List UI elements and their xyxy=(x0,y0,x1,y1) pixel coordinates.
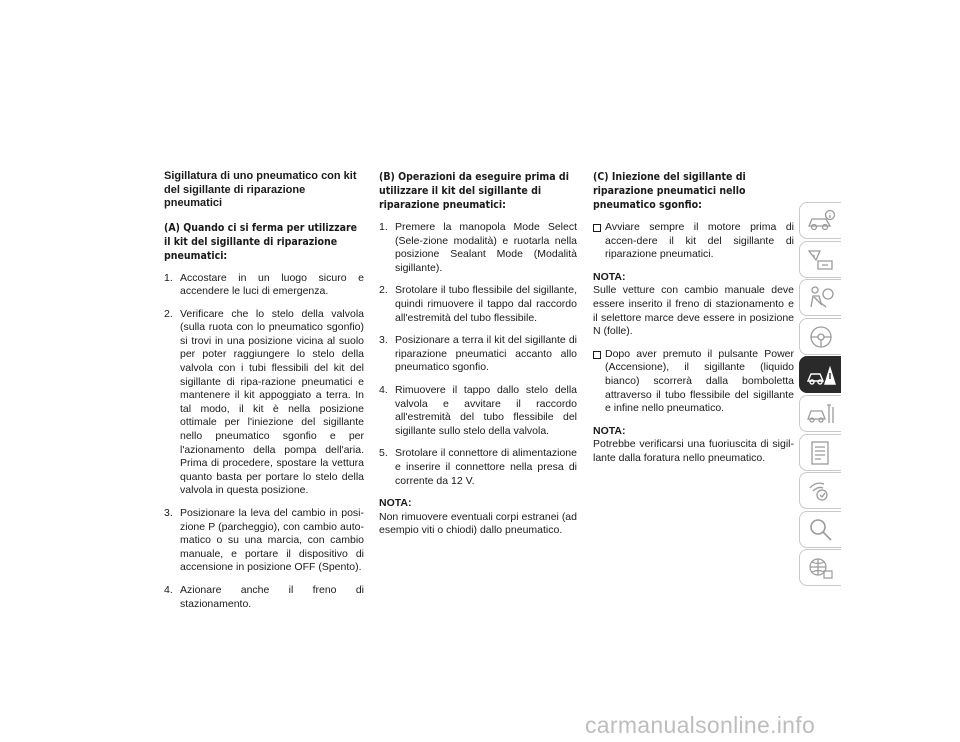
tab-service[interactable] xyxy=(799,395,841,432)
column-3 xyxy=(593,170,794,475)
tab-driving[interactable] xyxy=(799,318,841,355)
note-text-1: Sulle vetture con cambio manuale deve essere inserito il freno di stazionamento e il selettore marce deve essere in posizione N (folle). xyxy=(593,284,794,338)
note-label-1: NOTA: xyxy=(593,270,626,283)
tab-multimedia[interactable] xyxy=(799,472,841,509)
steering-wheel-icon xyxy=(806,324,836,350)
note-text-2: Potrebbe verificarsi una fuoriuscita di sigil-lante dalla foratura nello pneumatico. xyxy=(593,438,794,464)
column-2 xyxy=(379,170,577,547)
multimedia-icon xyxy=(806,478,836,504)
checkbox-bullet-icon xyxy=(593,224,601,232)
step-a-4: 4. Azionare anche il freno di stazionamento. xyxy=(164,583,364,610)
step-b-5: 5. Srotolare il connettore di alimentazione e inserire il connettore nella presa di corrente da 12 V. xyxy=(379,447,577,487)
tab-car-info[interactable] xyxy=(799,202,841,239)
step-b-2: 2. Srotolare il tubo flessibile del sigillante, quindi rimuovere il tappo dal raccordo all'estremità del tubo flessibile. xyxy=(379,284,577,324)
airbag-seatbelt-icon xyxy=(806,285,836,311)
note-label: NOTA: xyxy=(379,497,412,510)
car-emergency-icon xyxy=(806,362,836,388)
tab-index[interactable] xyxy=(799,511,841,548)
specifications-list-icon xyxy=(806,440,836,466)
step-b-1: 1. Premere la manopola Mode Select (Sele-zione modalità) e ruotarla nella posizione Sealant Mode (Modalità sigillante). xyxy=(379,221,577,274)
car-service-icon xyxy=(806,401,836,427)
tab-safety[interactable] xyxy=(799,279,841,316)
dashboard-warning-icon xyxy=(806,247,836,273)
step-b-3: 3. Posizionare a terra il kit del sigillante di riparazione pneumatici accanto allo pneumatico sgonfio. xyxy=(379,334,577,374)
bullet-item-2: Dopo aver premuto il pulsante Power (Accensione), il sigillante (liquido bianco) scorrerà dalla bomboletta attraverso il tubo flessibile del sigillante e infine nello pneumatico. xyxy=(593,348,794,416)
language-icon xyxy=(806,555,836,581)
checkbox-bullet-icon xyxy=(593,351,601,359)
subsection-title-c: (C) Iniezione del sigillante di riparazione pneumatici nello pneumatico sgonfio: xyxy=(593,171,746,211)
steps-list-a xyxy=(164,272,364,612)
step-a-1: 1. Accostare in un luogo sicuro e accendere le luci di emergenza. xyxy=(164,271,364,298)
step-a-2: 2. Verificare che lo stelo della valvola (sulla ruota con lo pneumatico sgonfio) si trovi in una posizione vicina al suolo per poter raggiungere lo stelo della valvola con i tubi flessibili del kit del sigillante di ripa-razione pneumatici e mantenere il kit appoggiato a terra. In tal modo, il kit è nella posizione ottimale per l'iniezione del sigillante nello pneumatico sgonfio e per l'azionamento della pompa dell'aria. Prima di procedere, spostare la vettura quanto basta per portare lo stelo della valvola in questa posizione. xyxy=(164,307,364,497)
step-b-4: 4. Rimuovere il tappo dallo stelo della valvola e avvitare il raccordo all'estremità del tubo flessibile del sigillante sullo stelo della valvola. xyxy=(379,383,577,437)
step-a-3: 3. Posizionare la leva del cambio in posi-zione P (parcheggio), con cambio auto-matico o su una marcia, con cambio manuale, e portare il dispositivo di accensione in posizione OFF (Spento). xyxy=(164,507,364,574)
note-text: Non rimuovere eventuali corpi estranei (ad esempio viti o chiodi) dallo pneumatico. xyxy=(379,510,577,537)
subsection-title-b: (B) Operazioni da eseguire prima di utilizzare il kit del sigillante di riparazione pneumatici: xyxy=(379,171,569,211)
tab-specifications[interactable] xyxy=(799,434,841,471)
chapter-tabs xyxy=(799,202,841,588)
tab-language[interactable] xyxy=(799,549,841,586)
bullet-item-1: Avviare sempre il motore prima di accen-dere il kit del sigillante di riparazione pneumatici. xyxy=(593,221,794,262)
search-index-icon xyxy=(806,517,836,543)
car-info-icon xyxy=(806,208,836,234)
tab-dashboard[interactable] xyxy=(799,241,841,278)
column-1 xyxy=(164,170,364,620)
watermark: carmanualsonline.info xyxy=(585,712,816,738)
subsection-title-a: (A) Quando ci si ferma per utilizzare il kit del sigillante di riparazione pneumatici: xyxy=(164,221,358,262)
note-label-2: NOTA: xyxy=(593,424,626,437)
tab-emergency[interactable] xyxy=(799,356,841,393)
section-title: Sigillatura di uno pneumatico con kit del sigillante di riparazione pneumatici xyxy=(164,170,357,209)
steps-list-b xyxy=(379,221,577,488)
